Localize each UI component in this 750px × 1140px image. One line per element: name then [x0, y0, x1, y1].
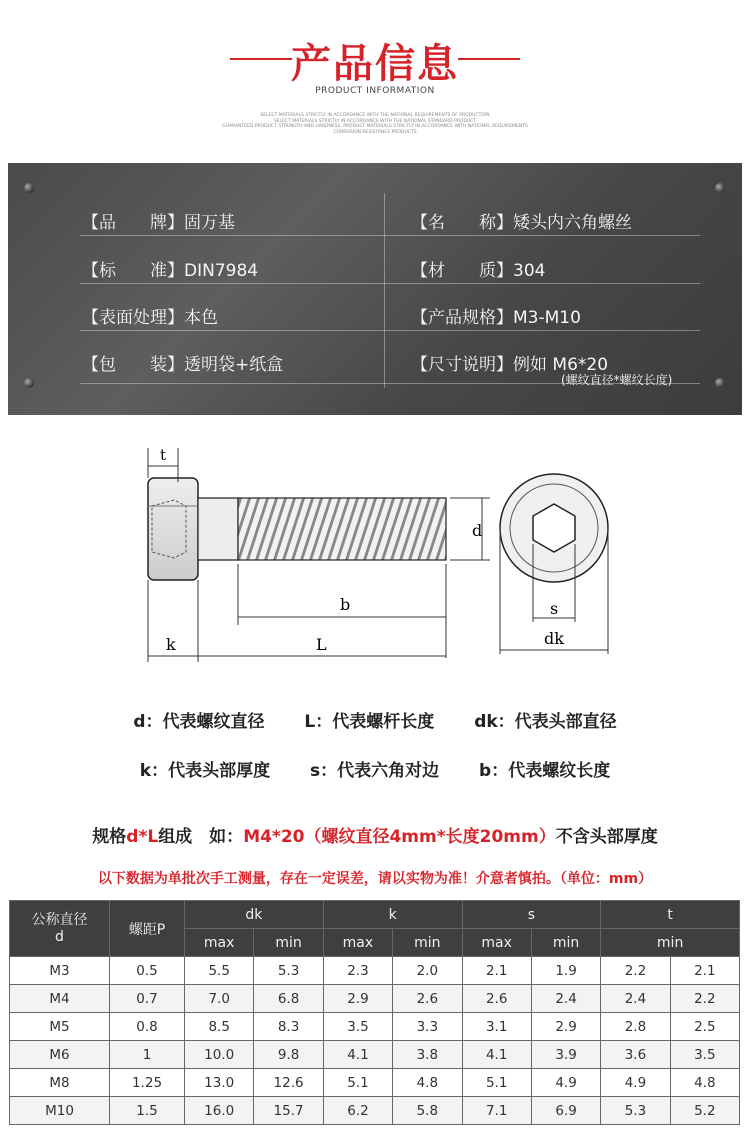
spec-text: 规格	[92, 827, 127, 847]
info-key: 【产品规格】	[411, 308, 513, 328]
table-cell: 16.0	[185, 1097, 254, 1125]
col-min: min	[254, 929, 323, 957]
spec-text: 组成 如：	[158, 827, 244, 847]
info-key: 【包 装】	[82, 355, 184, 375]
table-cell: 6.2	[323, 1097, 392, 1125]
table-cell: 2.3	[323, 957, 392, 985]
table-row	[10, 1097, 740, 1125]
info-value: 矮头内六角螺丝	[513, 213, 632, 233]
table-cell: 10.0	[185, 1041, 254, 1069]
label-d: d	[472, 521, 483, 540]
info-brand	[82, 208, 235, 233]
label-b: b	[340, 595, 351, 614]
header	[0, 0, 750, 140]
screw-head	[148, 478, 198, 580]
rivet-icon	[24, 183, 34, 193]
table-cell: 9.8	[254, 1041, 323, 1069]
col-min: min	[393, 929, 462, 957]
label-k: k	[166, 635, 176, 654]
info-material	[411, 256, 545, 281]
legend-row-1	[0, 707, 750, 732]
legend-item: k：代表头部厚度	[139, 761, 271, 781]
legend-item: b：代表螺纹长度	[479, 761, 611, 781]
measurement-warning: 以下数据为单批次手工测量，存在一定误差，请以实物为准！介意者慎拍。（单位：mm）	[97, 871, 653, 887]
rivet-icon	[715, 183, 725, 193]
table-cell: 13.0	[185, 1069, 254, 1097]
table-cell: 3.9	[531, 1041, 600, 1069]
table-cell: 3.3	[393, 1013, 462, 1041]
table-cell: M3	[10, 957, 110, 985]
table-cell: 7.0	[185, 985, 254, 1013]
table-cell: 5.1	[462, 1069, 531, 1097]
table-row	[10, 957, 740, 985]
table-cell: 2.4	[531, 985, 600, 1013]
table-cell: 2.9	[323, 985, 392, 1013]
table-row	[10, 1069, 740, 1097]
divider	[80, 330, 700, 331]
rivet-icon	[24, 378, 34, 388]
tiny-line: CORROSION RESISTANCE PRODUCTS	[333, 129, 417, 135]
screw-diagram	[120, 440, 640, 680]
col-nominal: 公称直径 d	[10, 901, 110, 957]
info-value: 本色	[184, 308, 218, 328]
title-row	[0, 32, 750, 89]
info-value: M3-M10	[513, 308, 581, 328]
table-cell: M8	[10, 1069, 110, 1097]
table-cell: 1	[110, 1041, 185, 1069]
label-s: s	[550, 599, 559, 618]
rivet-icon	[715, 378, 725, 388]
table-cell: M6	[10, 1041, 110, 1069]
table-cell: 5.2	[670, 1097, 739, 1125]
table-cell: 5.1	[323, 1069, 392, 1097]
spec-explanation	[0, 822, 750, 847]
info-standard	[82, 256, 258, 281]
col-t: t	[601, 901, 740, 929]
info-value: 透明袋+纸盒	[184, 355, 284, 375]
col-pitch: 螺距P	[110, 901, 185, 957]
table-cell: 0.8	[110, 1013, 185, 1041]
label-t: t	[160, 446, 167, 464]
tiny-line: SELECT MATERIALS STRICTLY IN ACCORDANCE WITH THE NATIONAL STANDARD PRODUCT	[273, 118, 477, 124]
spec-example: M4*20（螺纹直径4mm*长度20mm）	[243, 827, 556, 847]
divider	[80, 235, 700, 236]
info-name	[411, 208, 632, 233]
table-cell: 1.25	[110, 1069, 185, 1097]
table-cell: M5	[10, 1013, 110, 1041]
info-surface	[82, 303, 218, 328]
info-panel	[8, 163, 742, 415]
legend-item: L：代表螺杆长度	[304, 712, 435, 732]
table-cell: 8.3	[254, 1013, 323, 1041]
tiny-line: GUARANTEED PRODUCT STRENGTH AND HARDNESS, PRODUCT MATERIALS STRICTLY IN ACCORDANCE WITH NATIONAL REQUIREMENTS	[222, 124, 528, 129]
table-body	[10, 957, 740, 1125]
table-cell: 5.5	[185, 957, 254, 985]
table-cell: 4.1	[462, 1041, 531, 1069]
legend-item: d：代表螺纹直径	[133, 712, 265, 732]
table-cell: 2.6	[393, 985, 462, 1013]
table-cell: 4.8	[670, 1069, 739, 1097]
table-cell: 8.5	[185, 1013, 254, 1041]
table-cell: 12.6	[254, 1069, 323, 1097]
table-cell: 3.6	[601, 1041, 670, 1069]
page-title: 产品信息	[291, 41, 459, 87]
table-cell: M10	[10, 1097, 110, 1125]
table-cell: 1.5	[110, 1097, 185, 1125]
tiny-text	[0, 113, 750, 135]
info-key: 【品 牌】	[82, 213, 184, 233]
table-cell: 2.9	[531, 1013, 600, 1041]
screw-neck	[198, 498, 238, 560]
table-cell: 15.7	[254, 1097, 323, 1125]
table-row	[10, 1013, 740, 1041]
col-min: min	[531, 929, 600, 957]
table-cell: 4.8	[393, 1069, 462, 1097]
page-subtitle: PRODUCT INFORMATION	[315, 86, 435, 96]
table-cell: M4	[10, 985, 110, 1013]
info-value: 例如 M6*20	[513, 355, 609, 375]
col-max: max	[462, 929, 531, 957]
table-cell: 5.3	[601, 1097, 670, 1125]
info-key: 【表面处理】	[82, 308, 184, 328]
size-table	[9, 900, 740, 1125]
info-key: 【材 质】	[411, 261, 513, 281]
info-value: 固万基	[184, 213, 235, 233]
table-cell: 4.9	[601, 1069, 670, 1097]
table-cell: 7.1	[462, 1097, 531, 1125]
col-s: s	[462, 901, 601, 929]
table-cell: 2.1	[462, 957, 531, 985]
info-key: 【标 准】	[82, 261, 184, 281]
table-cell: 2.2	[601, 957, 670, 985]
screw-thread	[238, 498, 446, 560]
divider	[80, 283, 700, 284]
table-cell: 2.1	[670, 957, 739, 985]
col-dk: dk	[185, 901, 324, 929]
table-row	[10, 985, 740, 1013]
label-L: L	[316, 635, 327, 654]
label-dk: dk	[544, 629, 564, 648]
info-key: 【尺寸说明】	[411, 355, 513, 375]
legend-row-2	[0, 756, 750, 781]
table-cell: 2.0	[393, 957, 462, 985]
table-cell: 4.9	[531, 1069, 600, 1097]
col-min: min	[601, 929, 740, 957]
table-cell: 4.1	[323, 1041, 392, 1069]
table-cell: 3.5	[670, 1041, 739, 1069]
table-cell: 0.7	[110, 985, 185, 1013]
table-cell: 0.5	[110, 957, 185, 985]
info-pack	[82, 350, 283, 375]
divider	[384, 193, 385, 388]
table-cell: 3.5	[323, 1013, 392, 1041]
info-spec	[411, 303, 581, 328]
table-cell: 2.8	[601, 1013, 670, 1041]
col-k: k	[323, 901, 462, 929]
spec-text: 不含头部厚度	[555, 827, 658, 847]
spec-text-red: d*L	[126, 827, 159, 847]
legend-item: s：代表六角对边	[310, 761, 440, 781]
info-value: 304	[513, 261, 546, 281]
tiny-line: SELECT MATERIALS STRICTLY IN ACCORDANCE WITH THE NATIONAL REQUIREMENTS OF PRODUCTION	[260, 113, 490, 118]
table-cell: 1.9	[531, 957, 600, 985]
table-cell: 5.8	[393, 1097, 462, 1125]
col-max: max	[185, 929, 254, 957]
info-key: 【名 称】	[411, 213, 513, 233]
table-cell: 6.8	[254, 985, 323, 1013]
table-cell: 3.1	[462, 1013, 531, 1041]
table-cell: 2.5	[670, 1013, 739, 1041]
info-size-note: (螺纹直径*螺纹长度)	[561, 373, 673, 387]
table-cell: 6.9	[531, 1097, 600, 1125]
table-cell: 2.2	[670, 985, 739, 1013]
info-value: DIN7984	[184, 261, 259, 281]
table-cell: 3.8	[393, 1041, 462, 1069]
table-cell: 2.4	[601, 985, 670, 1013]
col-max: max	[323, 929, 392, 957]
table-row	[10, 1041, 740, 1069]
legend-item: dk：代表头部直径	[474, 712, 617, 732]
table-cell: 5.3	[254, 957, 323, 985]
table-cell: 2.6	[462, 985, 531, 1013]
table-header-row	[10, 901, 740, 929]
